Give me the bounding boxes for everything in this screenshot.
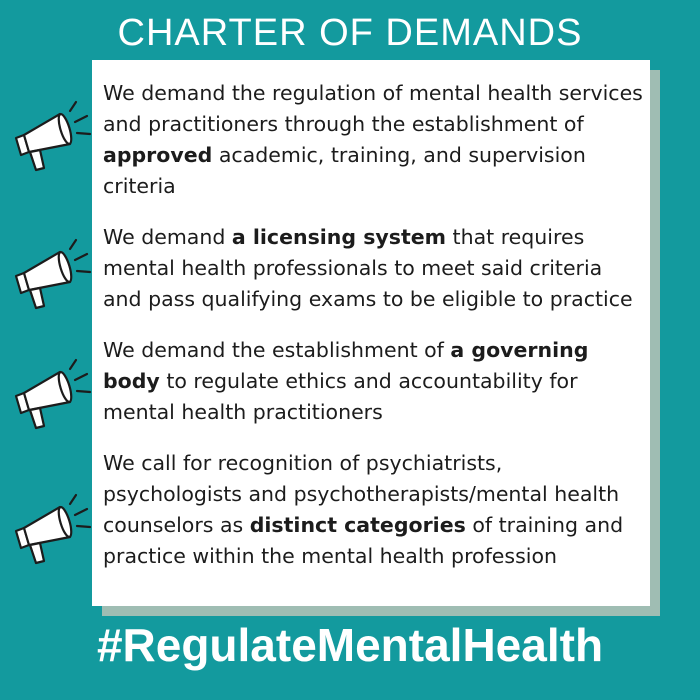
demand-1-pre: We demand the regulation of mental health services and practitioners through the establishment of [103, 81, 643, 136]
demand-item-2 [103, 222, 644, 315]
demand-4-bold: distinct categories [249, 513, 466, 537]
demand-2-pre: We demand [103, 225, 232, 249]
megaphone-icon [10, 358, 92, 440]
demand-2-bold: a licensing system [231, 225, 447, 249]
demand-item-3 [103, 335, 644, 428]
demand-3-pre: We demand the establishment of [103, 338, 451, 362]
demand-3-bold: a governing body [103, 338, 589, 393]
demand-3-post: to regulate ethics and accountability for mental health practitioners [103, 369, 578, 424]
megaphone-icon [10, 238, 92, 320]
demand-4-post: of training and practice within the mental health profession [103, 513, 624, 568]
demand-item-4 [103, 448, 644, 572]
demand-item-1 [103, 78, 644, 202]
megaphone-icon [10, 100, 92, 182]
demand-1-post: academic, training, and supervision criteria [103, 143, 586, 198]
megaphone-icon [10, 493, 92, 575]
hashtag: #RegulateMentalHealth [96, 619, 604, 671]
demands-card [92, 60, 650, 606]
page-title: CHARTER OF DEMANDS [117, 12, 583, 54]
demand-4-pre: We call for recognition of psychiatrists, psychologists and psychotherapists/mental health counselors as [103, 451, 620, 537]
demand-1-bold: approved [103, 143, 213, 167]
demand-2-post: that requires mental health professionals to meet said criteria and pass qualifying exams to be eligible to practice [103, 225, 633, 311]
